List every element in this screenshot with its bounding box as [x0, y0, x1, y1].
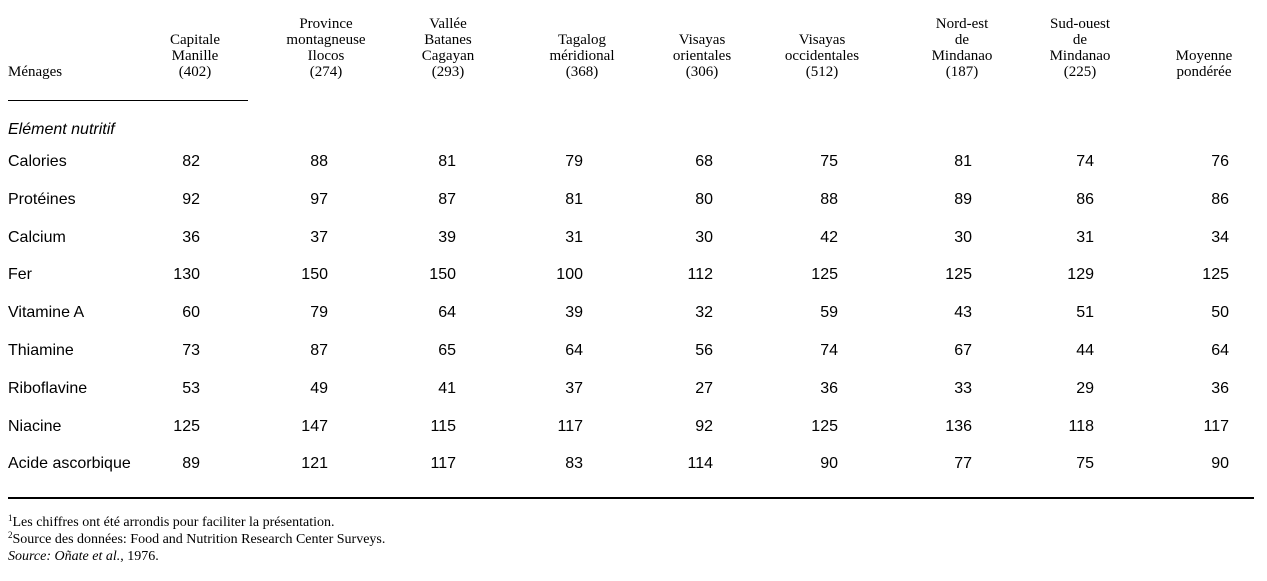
column-header-line: Mindanao [931, 48, 993, 64]
table-cell: 130 [173, 266, 200, 284]
column-header-line: orientales [672, 48, 732, 64]
column-header-line: Moyenne [1175, 48, 1233, 64]
table-row [8, 445, 1254, 483]
table-cell: 136 [945, 417, 972, 435]
column-header-line: de [954, 32, 970, 48]
table-cell: 37 [565, 379, 583, 397]
column-header-line: Visayas [798, 32, 846, 48]
column-header-line: méridional [549, 48, 615, 64]
table-row [8, 370, 1254, 408]
footnote-1-marker: 1 [8, 513, 13, 523]
table-cell: 74 [1076, 153, 1094, 170]
table-cell: 75 [820, 153, 838, 170]
table-cell: 125 [811, 266, 838, 284]
column-header-line: (368) [565, 64, 599, 80]
column-header-5 [642, 32, 762, 80]
table-cell: 67 [954, 341, 972, 359]
table-cell: 82 [182, 153, 200, 170]
table-cell: 39 [565, 304, 583, 322]
table-cell: 50 [1211, 304, 1229, 322]
table-cell: 92 [695, 417, 713, 435]
column-header-6 [762, 32, 882, 80]
table-row [8, 219, 1254, 257]
footnote-1 [8, 514, 385, 531]
stub-header: Ménages [8, 64, 63, 80]
column-header-7 [902, 16, 1022, 80]
table-cell: 39 [438, 228, 456, 246]
table-cell: 32 [695, 304, 713, 322]
table-cell: 31 [565, 228, 583, 246]
table-cell: 27 [695, 379, 713, 397]
column-header-4 [522, 32, 642, 80]
table-cell: 150 [429, 266, 456, 284]
column-header-line: Vallée [429, 16, 467, 32]
table-bottom-rule [8, 497, 1254, 499]
table-cell: 30 [695, 228, 713, 246]
table-cell: 65 [438, 341, 456, 359]
column-header-line: Province [299, 16, 353, 32]
table-cell: 125 [1202, 266, 1229, 284]
header-rule [8, 100, 248, 101]
table-cell: 75 [1076, 455, 1094, 473]
column-header-line: Tagalog [557, 32, 607, 48]
row-label: Protéines [8, 190, 76, 208]
table-body [8, 117, 1254, 483]
row-label: Thiamine [8, 341, 74, 359]
table-cell: 83 [565, 455, 583, 473]
column-header-line: Capitale [170, 32, 220, 48]
table-cell: 86 [1211, 190, 1229, 208]
row-label: Acide ascorbique [8, 455, 131, 473]
table-cell: 43 [954, 304, 972, 322]
column-header-line: (293) [431, 64, 465, 80]
column-header-line: (187) [945, 64, 979, 80]
table-cell: 86 [1076, 190, 1094, 208]
table-cell: 81 [954, 153, 972, 170]
column-header-line: montagneuse [286, 32, 366, 48]
table-cell: 76 [1211, 153, 1229, 170]
table-cell: 88 [820, 190, 838, 208]
source-line [8, 548, 385, 565]
section-label: Elément nutritif [8, 121, 115, 138]
table-cell: 74 [820, 341, 838, 359]
source-authors: Oñate et al. [54, 549, 121, 564]
table-row [8, 294, 1254, 332]
column-header-2 [266, 16, 386, 80]
table-cell: 118 [1068, 417, 1094, 435]
column-header-line: occidentales [784, 48, 860, 64]
table-cell: 44 [1076, 341, 1094, 359]
table-cell: 117 [557, 417, 583, 435]
table-cell: 89 [954, 190, 972, 208]
table-cell: 115 [430, 417, 456, 435]
table-cell: 79 [565, 153, 583, 170]
table-cell: 36 [182, 228, 200, 246]
table-cell: 81 [565, 190, 583, 208]
table-cell: 89 [182, 455, 200, 473]
table-cell: 36 [1211, 379, 1229, 397]
row-label: Calcium [8, 228, 66, 246]
table-cell: 87 [438, 190, 456, 208]
table-cell: 64 [438, 304, 456, 322]
table-cell: 56 [695, 341, 713, 359]
table-row [8, 332, 1254, 370]
column-header-8 [1020, 16, 1140, 80]
source-year: , 1976. [120, 549, 159, 564]
table-cell: 64 [1211, 341, 1229, 359]
source-label: Source: [8, 549, 52, 564]
table-cell: 42 [820, 228, 838, 246]
footnotes [8, 514, 385, 565]
column-header-line: de [1072, 32, 1088, 48]
footnote-2 [8, 531, 385, 548]
column-header-line: Manille [171, 48, 219, 64]
table-cell: 64 [565, 341, 583, 359]
table-cell: 114 [687, 455, 713, 473]
table-row [8, 408, 1254, 446]
table-cell: 150 [301, 266, 328, 284]
table-cell: 51 [1076, 304, 1094, 322]
table-cell: 125 [811, 417, 838, 435]
table-cell: 117 [1203, 417, 1229, 435]
column-header-line: Visayas [678, 32, 726, 48]
table-cell: 49 [310, 379, 328, 397]
table-cell: 88 [310, 153, 328, 170]
table-cell: 36 [820, 379, 838, 397]
footnote-2-text: Source des données: Food and Nutrition Research Center Surveys. [12, 532, 386, 547]
column-header-line: Ilocos [307, 48, 345, 64]
column-header-line: (306) [685, 64, 719, 80]
table-cell: 41 [438, 379, 456, 397]
footnote-1-text: Les chiffres ont été arrondis pour faciliter la présentation. [12, 515, 335, 530]
row-label: Riboflavine [8, 379, 88, 397]
table-cell: 147 [301, 417, 328, 435]
table-cell: 30 [954, 228, 972, 246]
table-cell: 92 [182, 190, 200, 208]
column-header-line: (402) [178, 64, 212, 80]
table-cell: 81 [438, 153, 456, 170]
table-cell: 90 [1211, 455, 1229, 473]
column-header-line: Sud-ouest [1050, 16, 1110, 32]
row-label: Calories [8, 153, 67, 170]
table-cell: 34 [1211, 228, 1229, 246]
column-header-line: (512) [805, 64, 839, 80]
table-cell: 125 [945, 266, 972, 284]
column-header-line: Nord-est [935, 16, 989, 32]
table-cell: 53 [182, 379, 200, 397]
row-label: Fer [8, 266, 32, 284]
table-cell: 117 [430, 455, 456, 473]
table-cell: 31 [1076, 228, 1094, 246]
column-header-line: (225) [1063, 64, 1097, 80]
column-header-1 [135, 32, 255, 80]
table-row [8, 181, 1254, 219]
table-cell: 80 [695, 190, 713, 208]
table-cell: 97 [310, 190, 328, 208]
table-header [8, 0, 1254, 100]
table-row [8, 143, 1254, 181]
column-header-line: pondérée [1176, 64, 1232, 80]
table-cell: 37 [310, 228, 328, 246]
table-cell: 121 [301, 455, 328, 473]
row-label: Niacine [8, 417, 62, 435]
column-header-line: Batanes [424, 32, 472, 48]
column-header-9 [1144, 48, 1264, 80]
table-cell: 73 [182, 341, 200, 359]
table-cell: 68 [695, 153, 713, 170]
row-label: Vitamine A [8, 304, 85, 322]
table-cell: 29 [1076, 379, 1094, 397]
data-rows [8, 143, 1254, 483]
table-row [8, 256, 1254, 294]
table-cell: 129 [1067, 266, 1094, 284]
table-cell: 87 [310, 341, 328, 359]
table-cell: 33 [954, 379, 972, 397]
footnote-2-marker: 2 [8, 530, 13, 540]
column-header-3 [388, 16, 508, 80]
table-cell: 100 [556, 266, 583, 284]
table-cell: 90 [820, 455, 838, 473]
table-cell: 77 [954, 455, 972, 473]
table-cell: 125 [173, 417, 200, 435]
table-cell: 59 [820, 304, 838, 322]
table-cell: 79 [310, 304, 328, 322]
table-cell: 112 [687, 266, 713, 284]
column-header-line: Cagayan [421, 48, 475, 64]
column-header-line: Mindanao [1049, 48, 1111, 64]
table-cell: 60 [182, 304, 200, 322]
column-header-line: (274) [309, 64, 343, 80]
